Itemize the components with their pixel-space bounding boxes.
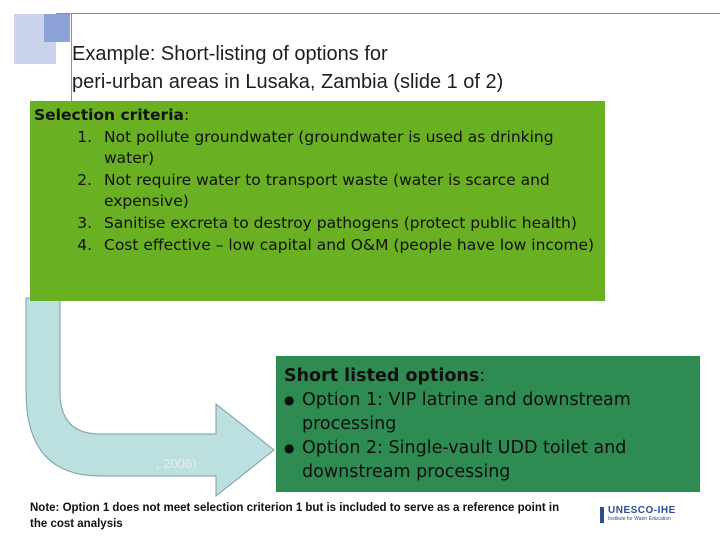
curved-arrow-shape: [26, 298, 274, 496]
footnote: Note: Option 1 does not meet selection criterion 1 but is included to serve as a reference point in the cost analysis: [30, 502, 560, 530]
logo-text: [608, 506, 676, 523]
slide-title-line-2: peri-urban areas in Lusaka, Zambia (slide 1 of 2): [72, 71, 504, 93]
criteria-item: [34, 170, 599, 213]
logo-mark-icon: [600, 507, 604, 523]
criteria-number: 2.: [77, 170, 92, 189]
logo-subtitle: Institute for Water Education: [608, 516, 671, 522]
criteria-item: [34, 213, 599, 235]
unesco-ihe-logo: [600, 506, 676, 523]
bullet-icon: ●: [284, 393, 295, 407]
arrow-partial-reference: , 2006): [156, 456, 197, 471]
short-listed-item: [284, 436, 694, 484]
criteria-text: Sanitise excreta to destroy pathogens (protect public health): [104, 213, 577, 232]
criteria-item: [34, 235, 599, 257]
criteria-number: 3.: [77, 213, 92, 232]
selection-criteria-box: [30, 101, 605, 301]
selection-criteria-heading-text: Selection criteria: [34, 106, 184, 124]
selection-criteria-heading: [34, 105, 599, 127]
short-listed-heading-colon: :: [479, 366, 486, 386]
criteria-text: Not require water to transport waste (water is scarce and expensive): [104, 170, 550, 211]
criteria-text: Not pollute groundwater (groundwater is used as drinking water): [104, 127, 554, 168]
criteria-number: 4.: [77, 235, 92, 254]
criteria-item: [34, 127, 599, 170]
short-listed-item-text: Option 2: Single-vault UDD toilet and downstream processing: [302, 438, 627, 482]
criteria-number: 1.: [77, 127, 92, 146]
selection-criteria-heading-colon: :: [183, 106, 190, 124]
criteria-text: Cost effective – low capital and O&M (people have low income): [104, 235, 595, 254]
logo-name: UNESCO-IHE: [608, 505, 676, 516]
short-listed-list: [284, 388, 694, 484]
short-listed-heading: [284, 364, 694, 388]
selection-criteria-list: [34, 127, 599, 257]
short-listed-item: [284, 388, 694, 436]
short-listed-options-box: [276, 356, 700, 492]
slide-title-line-1: Example: Short-listing of options for: [72, 43, 388, 65]
bullet-icon: ●: [284, 441, 295, 455]
short-listed-heading-text: Short listed options: [284, 366, 480, 386]
short-listed-item-text: Option 1: VIP latrine and downstream processing: [302, 390, 631, 434]
